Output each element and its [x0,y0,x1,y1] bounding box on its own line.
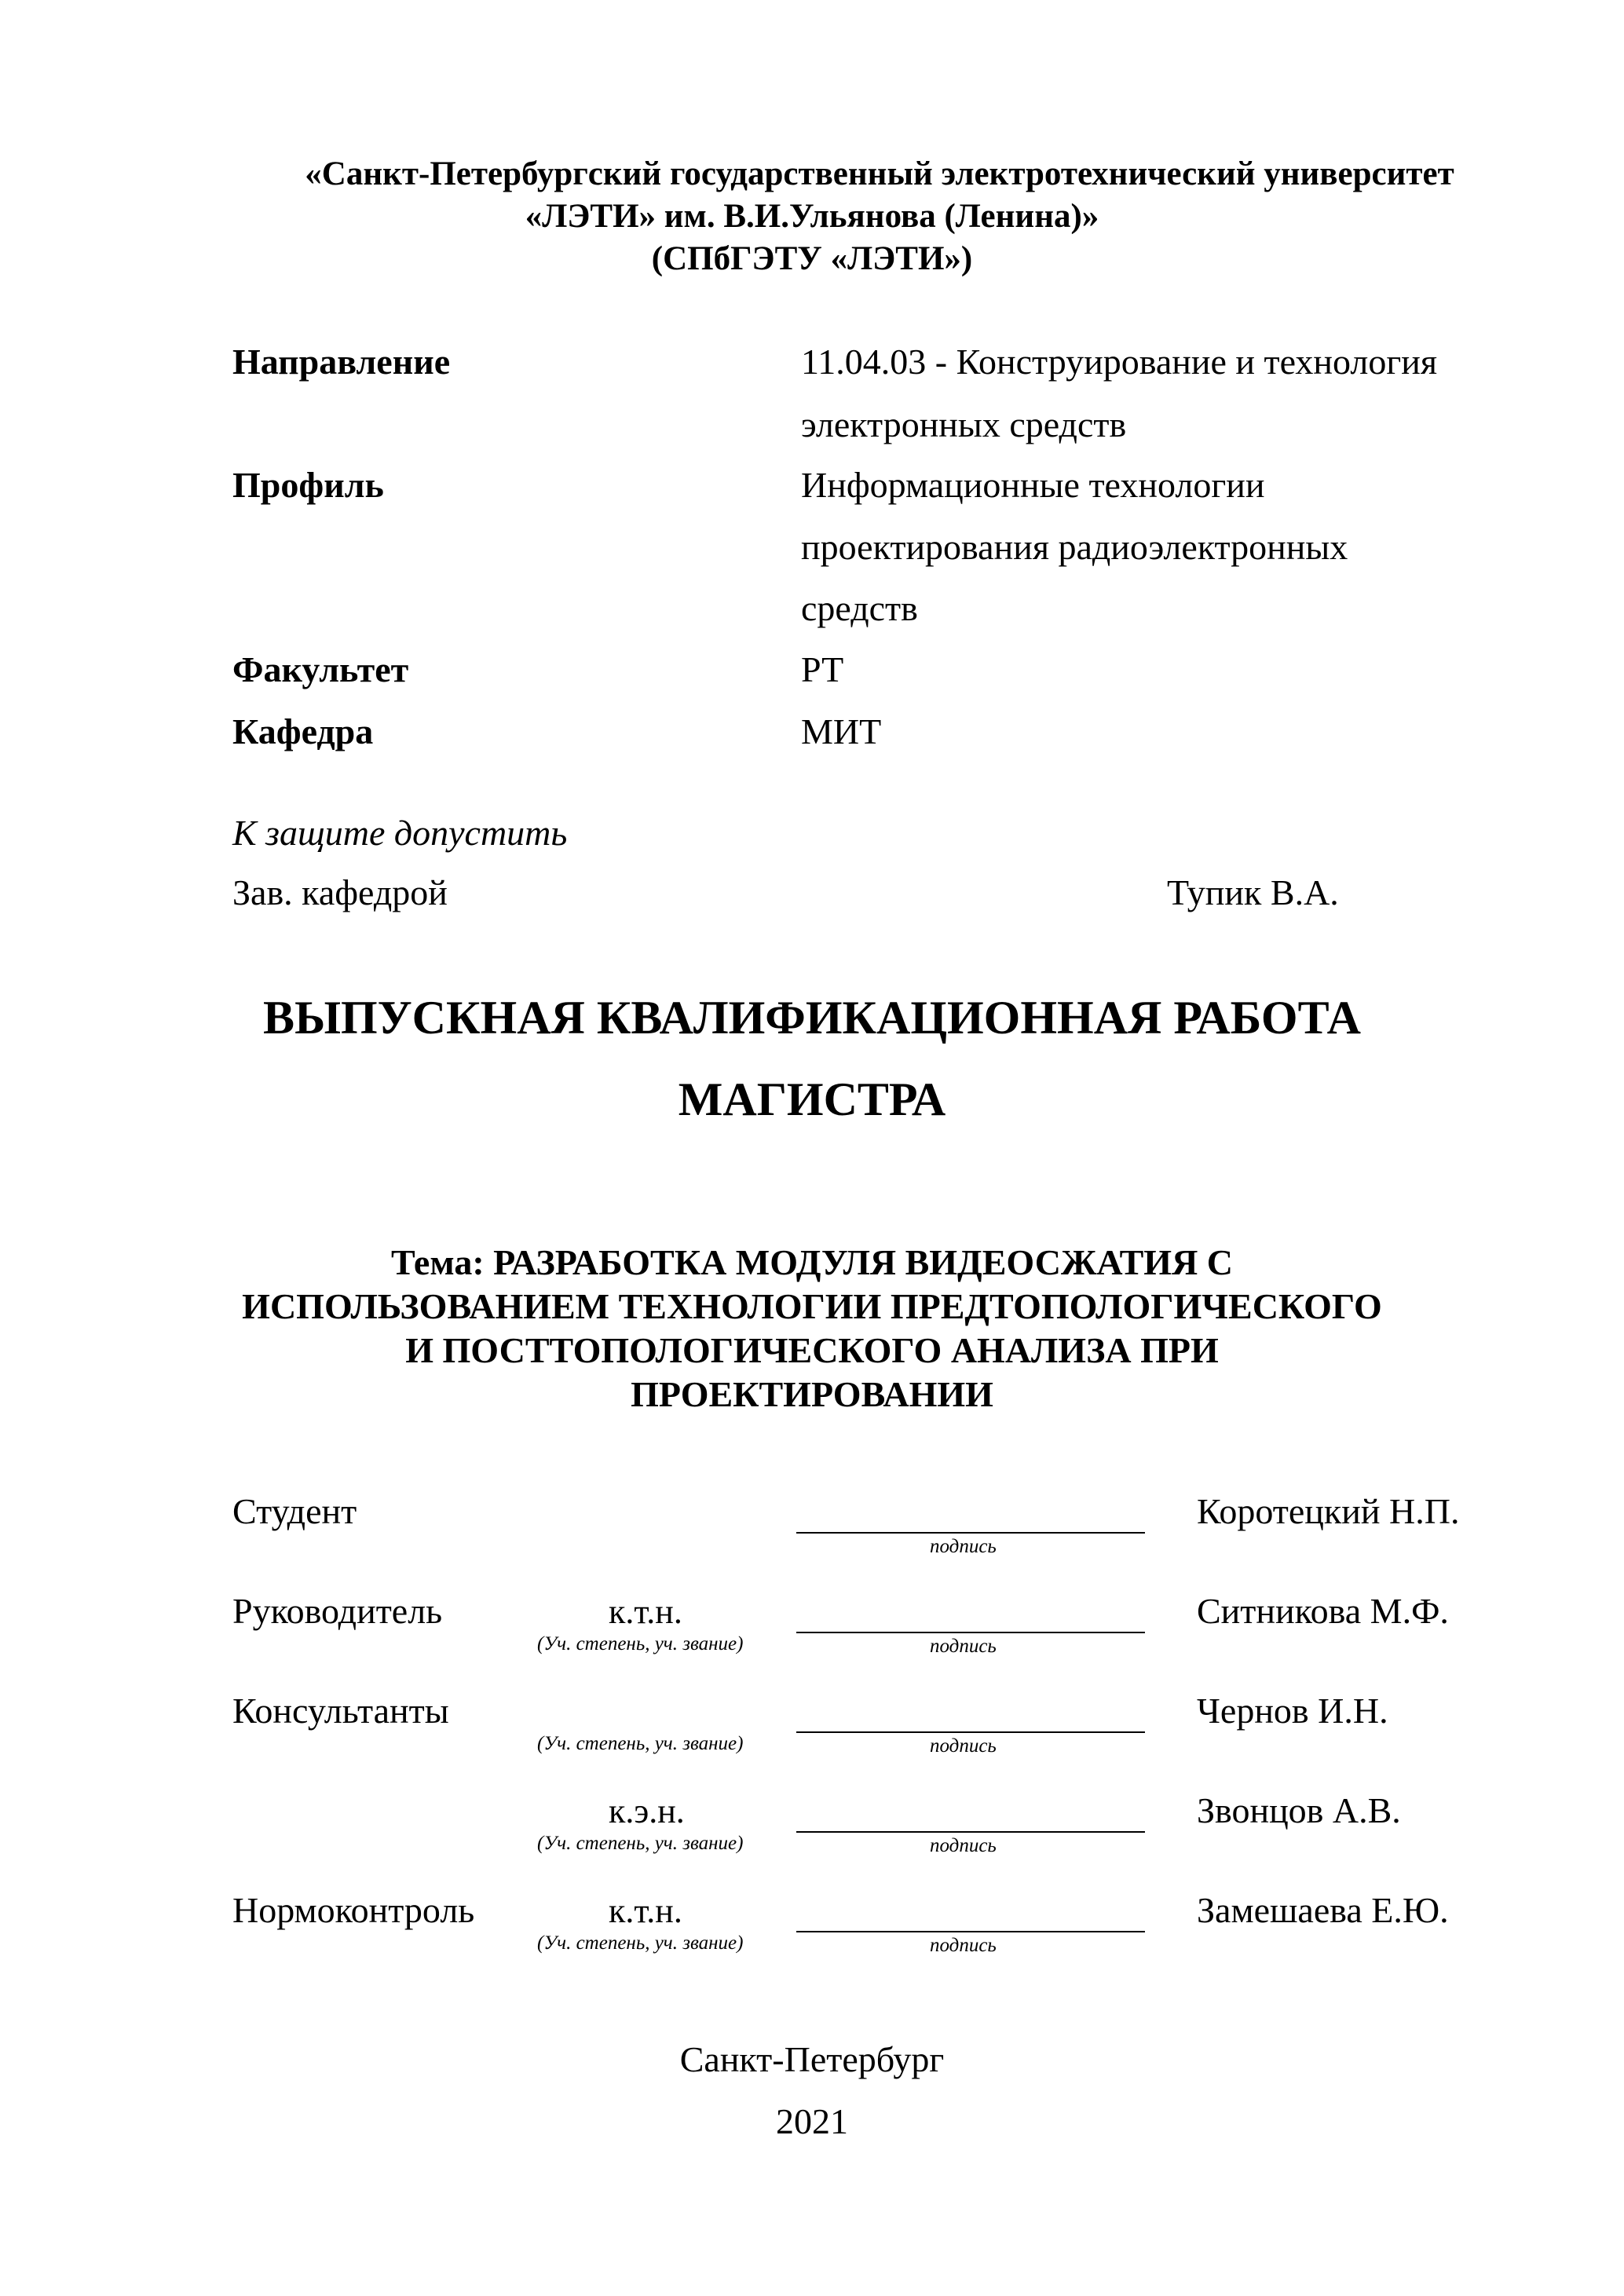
faculty-value: РТ [801,649,844,689]
university-name-line2: «ЛЭТИ» им. В.И.Ульянова (Ленина)» [525,198,1099,235]
supervisor-degree-caption: (Уч. степень, уч. звание) [537,1633,744,1654]
consultant2-signature-line [796,1831,1145,1833]
supervisor-name: Ситникова М.Ф. [1197,1591,1449,1631]
consultant2-degree: к.э.н. [609,1792,685,1830]
student-signature-line [796,1532,1145,1534]
theme-line2: ИСПОЛЬЗОВАНИЕМ ТЕХНОЛОГИИ ПРЕДТОПОЛОГИЧЕСКОГО [242,1286,1382,1326]
department-label: Кафедра [232,711,374,751]
profile-value-line2: проектирования радиоэлектронных [801,527,1348,567]
direction-label: Направление [232,342,451,382]
document-title-line1: ВЫПУСКНАЯ КВАЛИФИКАЦИОННАЯ РАБОТА [263,992,1361,1044]
theme-line1: Тема: РАЗРАБОТКА МОДУЛЯ ВИДЕОСЖАТИЯ С [390,1242,1234,1282]
department-head-name: Тупик В.А. [1167,872,1339,912]
department-head-label: Зав. кафедрой [232,872,448,912]
university-name-line1: «Санкт-Петербургский государственный электротехнический университет [305,155,1454,192]
direction-value-line1: 11.04.03 - Конструирование и технология [801,342,1438,382]
consultant1-signature-caption: подпись [930,1735,997,1757]
theme-line4: ПРОЕКТИРОВАНИИ [631,1374,993,1414]
normcontrol-name: Замешаева Е.Ю. [1197,1890,1449,1930]
normcontrol-degree: к.т.н. [609,1892,682,1930]
university-abbreviation: (СПбГЭТУ «ЛЭТИ») [651,240,973,277]
normcontrol-signature-line [796,1931,1145,1932]
consultant1-name: Чернов И.Н. [1197,1691,1388,1731]
profile-value-line1: Информационные технологии [801,465,1265,505]
normcontrol-degree-caption: (Уч. степень, уч. звание) [537,1932,744,1954]
direction-value-line2: электронных средств [801,404,1127,444]
supervisor-degree: к.т.н. [609,1592,682,1631]
footer-year: 2021 [776,2101,848,2141]
consultants-label: Консультанты [232,1691,449,1731]
consultant2-name: Звонцов А.В. [1197,1790,1401,1830]
student-signature-caption: подпись [930,1536,997,1557]
footer-city: Санкт-Петербург [679,2039,945,2079]
normcontrol-signature-caption: подпись [930,1935,997,1956]
supervisor-label: Руководитель [232,1591,443,1631]
supervisor-signature-line [796,1632,1145,1633]
consultant1-signature-line [796,1731,1145,1733]
theme-line3: И ПОСТТОПОЛОГИЧЕСКОГО АНАЛИЗА ПРИ [405,1330,1219,1370]
student-label: Студент [232,1491,357,1531]
consultant2-degree-caption: (Уч. степень, уч. звание) [537,1833,744,1854]
supervisor-signature-caption: подпись [930,1636,997,1657]
normcontrol-label: Нормоконтроль [232,1890,475,1930]
document-title-line2: МАГИСТРА [678,1073,946,1125]
profile-value-line3: средств [801,588,918,628]
consultant1-degree-caption: (Уч. степень, уч. звание) [537,1733,744,1754]
profile-label: Профиль [232,465,384,505]
consultant2-signature-caption: подпись [930,1835,997,1856]
department-value: МИТ [801,711,882,751]
faculty-label: Факультет [232,649,409,689]
student-name: Коротецкий Н.П. [1197,1491,1460,1531]
admission-text: К защите допустить [232,813,568,853]
